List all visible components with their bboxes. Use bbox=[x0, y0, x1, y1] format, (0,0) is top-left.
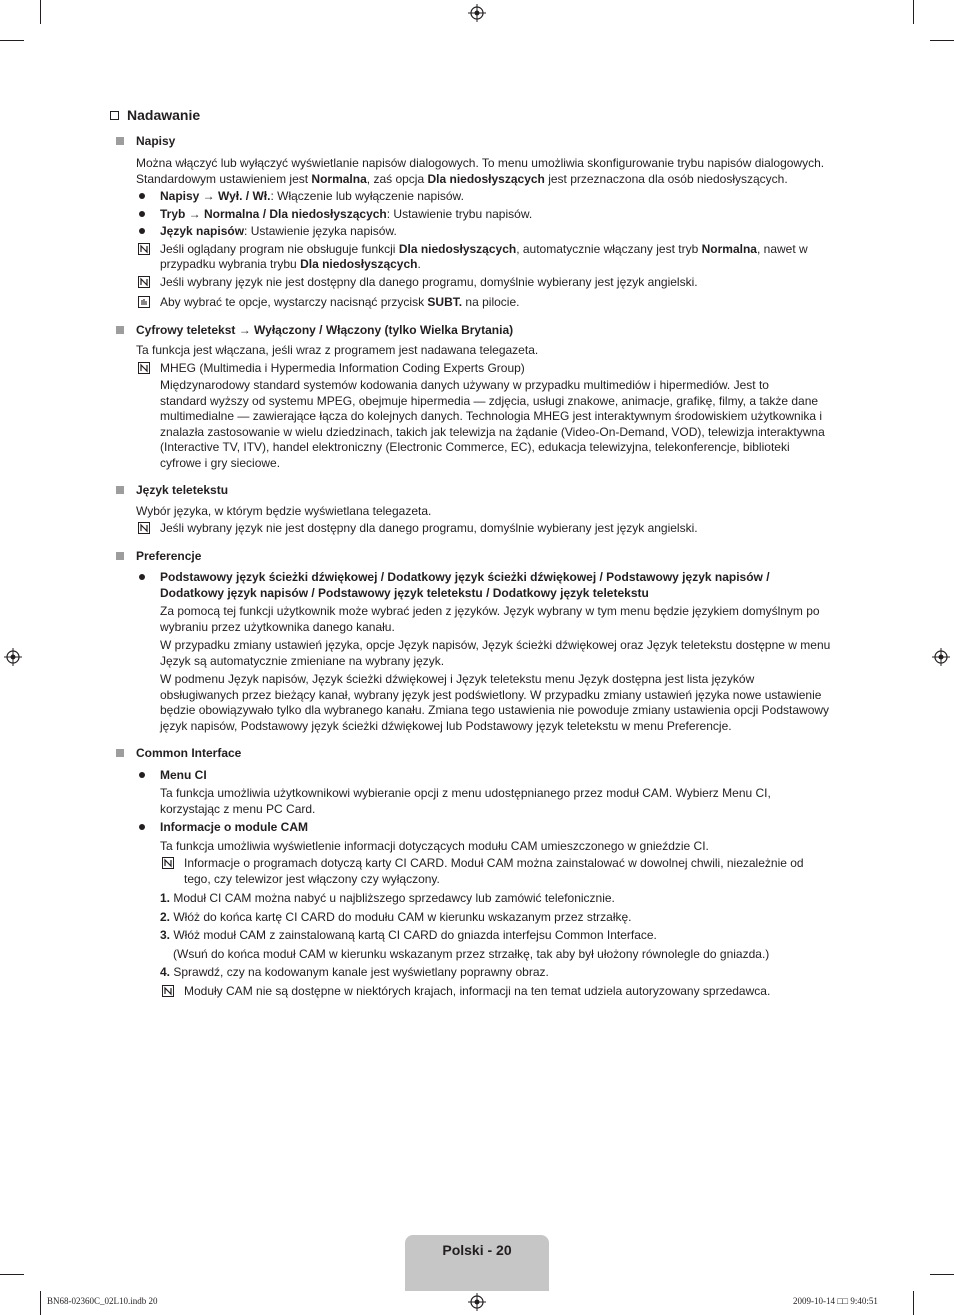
cam-info-description: Ta funkcja umożliwia wyświetlenie informacji dotyczących modułu CAM umieszczonego w gnieździe CI. bbox=[160, 838, 709, 853]
napisy-remote-note: Aby wybrać te opcje, wystarczy nacisnąć przycisk SUBT. na pilocie. bbox=[110, 295, 846, 311]
note-icon bbox=[162, 985, 174, 997]
page-number-tab bbox=[405, 1235, 549, 1291]
page-number-label: Polski - 20 bbox=[442, 1242, 512, 1258]
crop-mark bbox=[0, 1274, 24, 1275]
napisy-intro: Można włączyć lub wyłączyć wyświetlanie napisów dialogowych. To menu umożliwia skonfigurowanie trybu napisów dialogowych. Standardowym ustawieniem jest Normalna, zaś opcja Dla niedosłyszących jest przeznaczona dla osób niedosłyszących. bbox=[136, 156, 825, 186]
note-icon bbox=[138, 276, 150, 288]
napisy-bullet: Napisy → Wył. / Wł.: Włączenie lub wyłączenie napisów. bbox=[110, 189, 846, 205]
crop-mark bbox=[913, 1291, 914, 1315]
footer-file-info: BN68-02360C_02L10.indb 20 bbox=[47, 1296, 158, 1306]
section-title: Nadawanie bbox=[110, 108, 846, 124]
heading-jezyk-teletekstu: Język teletekstu bbox=[110, 483, 846, 499]
page-content bbox=[110, 108, 846, 999]
cam-step: 4. Sprawdź, czy na kodowanym kanale jest wyświetlany poprawny obraz. bbox=[160, 965, 549, 979]
crop-mark bbox=[913, 0, 914, 24]
cam-step: 3. Włóż moduł CAM z zainstalowaną kartą CI CARD do gniazda interfejsu Common Interface. bbox=[160, 928, 657, 942]
napisy-note: Jeśli oglądany program nie obsługuje funkcji Dla niedosłyszących, automatycznie włączany jest tryb Normalna, nawet w przypadku wybrania trybu Dla niedosłyszących. bbox=[110, 242, 846, 273]
napisy-bullet: Język napisów: Ustawienie języka napisów. bbox=[110, 224, 846, 240]
preferencje-paragraph: Za pomocą tej funkcji użytkownik może wybrać jeden z języków. Język wybrany w tym menu będzie językiem domyślnym po wybraniu przez użytkownika danego kanału. bbox=[160, 604, 820, 634]
note-icon bbox=[138, 362, 150, 374]
note-icon bbox=[138, 243, 150, 255]
footer-timestamp: 2009-10-14 □□ 9:40:51 bbox=[793, 1296, 878, 1306]
heading-cyfrowy-teletekst: Cyfrowy teletekst → Wyłączony / Włączony (tylko Wielka Brytania) bbox=[110, 323, 846, 339]
bullet-dot-icon bbox=[139, 228, 145, 234]
heading-preferencje: Preferencje bbox=[110, 549, 846, 565]
checkbox-square-icon bbox=[110, 111, 119, 120]
bullet-dot-icon bbox=[139, 211, 145, 217]
crop-mark bbox=[930, 1274, 954, 1275]
note-icon bbox=[162, 857, 174, 869]
note-icon bbox=[138, 522, 150, 534]
common-interface-bullet: Menu CI bbox=[110, 768, 846, 784]
teletekst-note: MHEG (Multimedia i Hypermedia Information Coding Experts Group) bbox=[110, 361, 846, 377]
crop-mark bbox=[930, 40, 954, 41]
square-bullet-icon bbox=[116, 326, 124, 334]
bullet-dot-icon bbox=[139, 193, 145, 199]
cam-step: 2. Włóż do końca kartę CI CARD do modułu CAM w kierunku wskazanym przez strzałkę. bbox=[160, 909, 632, 924]
square-bullet-icon bbox=[116, 552, 124, 560]
registration-mark-icon bbox=[468, 1293, 486, 1311]
teletekst-description: Międzynarodowy standard systemów kodowania danych używany w przypadku multimediów i hipermediów. Jest to standard wyższy od systemu MPEG, obejmuje hipermedia — zdjęcia, usługi znakowe, animacje, grafikę, filmy, a także dane multimedialne — zawierające łącza do kolejnych danych. Technologia MHEG jest interaktywnym środowiskiem użytkownika i znalazła zastosowanie w wielu dziedzinach, takich jak telewizja na żądanie (Video-On-Demand, VOD), telewizja interaktywna (Interactive TV, ITV), handel elektroniczny (Electronic Commerce, EC), edukacja telewizyjna, telekonferencje, biblioteki cyfrowe i gry sieciowe. bbox=[160, 378, 825, 470]
cam-note: Informacje o programach dotyczą karty CI CARD. Moduł CAM można zainstalować w dowolnej chwili, niezależnie od tego, czy telewizor jest włączony czy wyłączony. bbox=[110, 856, 846, 887]
registration-mark-icon bbox=[468, 4, 486, 22]
registration-mark-icon bbox=[932, 648, 950, 666]
heading-common-interface: Common Interface bbox=[110, 746, 846, 762]
crop-mark bbox=[40, 1291, 41, 1315]
square-bullet-icon bbox=[116, 749, 124, 757]
cam-step-detail: (Wsuń do końca moduł CAM w kierunku wskazanym przez strzałkę, tak aby był ułożony równolegle do gniazda.) bbox=[173, 946, 770, 961]
jezyk-note: Jeśli wybrany język nie jest dostępny dla danego programu, domyślnie wybierany jest język angielski. bbox=[110, 521, 846, 537]
preferencje-paragraph: W podmenu Język napisów, Język ścieżki dźwiękowej i Język teletekstu menu Język dostępna jest lista języków obsługiwanych przez bieżący kanał, wybrany język jest podświetlony. W przypadku zmiany ustawień języka nowe ustawienie będzie obowiązywało tylko dla wybranego kanału. Zmiana tego ustawienia nie powoduje zmiany ustawienia opcji Podstawowy język napisów, Podstawowy język ścieżki dźwiękowej lub Podstawowy język teletekstu w menu Preferencje. bbox=[160, 672, 830, 733]
bullet-dot-icon bbox=[139, 824, 145, 830]
square-bullet-icon bbox=[116, 486, 124, 494]
preferencje-bullet: Podstawowy język ścieżki dźwiękowej / Dodatkowy język ścieżki dźwiękowej / Podstawowy język napisów / Dodatkowy język napisów / Podstawowy język teletekstu / Dodatkowy język teletekstu bbox=[110, 570, 846, 601]
bullet-dot-icon bbox=[139, 574, 145, 580]
teletekst-intro: Ta funkcja jest włączana, jeśli wraz z programem jest nadawana telegazeta. bbox=[136, 343, 539, 357]
menu-ci-description: Ta funkcja umożliwia użytkownikowi wybieranie opcji z menu udostępnianego przez moduł CAM. Wybierz Menu CI, korzystając z menu PC Card. bbox=[160, 786, 771, 816]
napisy-bullet: Tryb → Normalna / Dla niedosłyszących: Ustawienie trybu napisów. bbox=[110, 207, 846, 223]
heading-napisy: Napisy bbox=[110, 134, 846, 150]
bullet-dot-icon bbox=[139, 772, 145, 778]
jezyk-intro: Wybór języka, w którym będzie wyświetlana telegazeta. bbox=[136, 503, 432, 518]
crop-mark bbox=[0, 40, 24, 41]
common-interface-bullet: Informacje o module CAM bbox=[110, 820, 846, 836]
cam-note: Moduły CAM nie są dostępne w niektórych krajach, informacji na ten temat udziela autoryzowany sprzedawca. bbox=[110, 984, 846, 1000]
cam-step: 1. Moduł CI CAM można nabyć u najbliższego sprzedawcy lub zamówić telefonicznie. bbox=[160, 891, 615, 905]
crop-mark bbox=[40, 0, 41, 24]
preferencje-paragraph: W przypadku zmiany ustawień języka, opcje Język napisów, Język ścieżki dźwiękowej oraz Język teletekstu dostępne w menu Język są automatycznie zmieniane na wybrany język. bbox=[160, 638, 831, 668]
registration-mark-icon bbox=[4, 648, 22, 666]
napisy-note: Jeśli wybrany język nie jest dostępny dla danego programu, domyślnie wybierany jest język angielski. bbox=[110, 275, 846, 291]
remote-hand-icon bbox=[138, 296, 150, 308]
square-bullet-icon bbox=[116, 137, 124, 145]
